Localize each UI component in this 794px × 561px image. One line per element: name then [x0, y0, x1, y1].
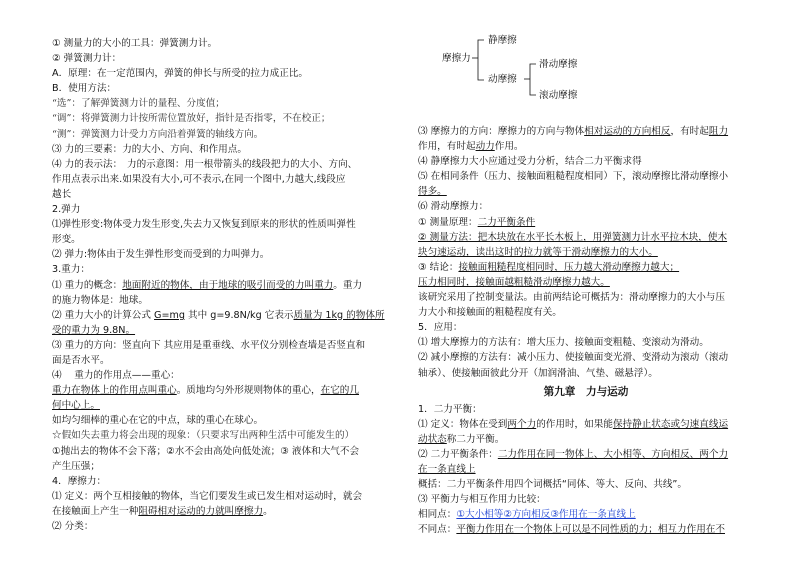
text-line: ⑶ 力的三要素：力的大小、方向、和作用点。 — [52, 143, 247, 155]
text-line: 形变。 — [52, 234, 81, 246]
text-line: 在一条直线上 — [418, 464, 476, 476]
text-line: ① 测量力的大小的工具：弹簧测力计。 — [52, 38, 218, 49]
text-line: 概括：二力平衡条件用四个词概括“同体、等大、反向、共线”。 — [418, 479, 687, 491]
text-line: ⑵ 减小摩擦的方法有：减小压力、使接触面变光滑、变滑动为滚动（滚动 — [418, 352, 729, 364]
text-span: ⑵ 二力平衡条件： — [418, 448, 498, 460]
text-span: 其中 g=9.8N/kg 它表示 — [184, 309, 294, 321]
text-line: 作用点表示出来.如果没有大小,可不表示,在同一个图中,力越大,线段应 — [52, 173, 346, 185]
text-span: ③ 结论： — [418, 261, 459, 273]
text-line — [418, 522, 754, 537]
text-span: ⑴ 定义：物体在受到 — [418, 418, 508, 430]
text-line: ⑵ 分类： — [52, 521, 94, 532]
text-line: ⑷ 力的表示法： 力的示意图：用一根带箭头的线段把力的大小、方向、 — [52, 158, 358, 170]
text-line: ⑴ 定义：两个互相接触的物体，当它们要发生或已发生相对运动时，就会 — [52, 490, 363, 502]
underlined-text: 重力在物体上的作用点叫重心 — [52, 385, 177, 397]
friction-classification-diagram — [418, 36, 754, 121]
text-span: 的作用时，如果能 — [536, 418, 613, 430]
text-line: 越长 — [52, 188, 72, 200]
text-line: 何中心上。 — [52, 400, 100, 412]
text-line: ①抛出去的物体不会下落；②水不会由高处向低处流；③ 液体和大气不会 — [52, 445, 360, 457]
text-line: ⑶ 平衡力与相互作用力比较： — [418, 494, 546, 506]
underlined-text: 地面附近的物体，由于地球的吸引而受的力叫重力 — [122, 279, 334, 291]
text-line: ② 弹簧测力计： — [52, 53, 122, 65]
text-span: 。质地均匀外形规则物体的重心， — [176, 385, 321, 397]
underlined-text: 动状态 — [418, 433, 447, 445]
text-line — [52, 278, 388, 293]
underlined-text: 在它的几 — [320, 385, 359, 397]
text-span: 。重力 — [333, 279, 363, 291]
text-span: ⑴ 重力的概念： — [52, 279, 123, 291]
text-span: ① 测量原理： — [418, 216, 478, 228]
text-line: ⑷ 重力的作用点——重心： — [52, 370, 180, 382]
text-line: 块匀速运动，读出这时的拉力就等于滑动摩擦力的大小。 — [418, 246, 658, 258]
text-span: 相同点： — [418, 509, 457, 521]
underlined-text: 接触面粗糙程度相同时，压力越大滑动摩擦力越大； — [458, 261, 680, 273]
text-line — [418, 417, 754, 432]
text-line — [418, 507, 754, 522]
text-line: 面是否水平。 — [52, 354, 110, 366]
text-line: 如均匀细棒的重心在它的中点，球的重心在球心。 — [52, 415, 264, 427]
underlined-text: 平衡力作用在一个物体上可以是不同性质的力；相互力作用在不 — [456, 524, 725, 536]
text-line: 3.重力： — [52, 264, 90, 276]
diagram-root: 摩擦力 — [442, 53, 471, 64]
text-span: ⑵ 重力大小的计算公式 — [52, 309, 155, 321]
text-line: ⑵ 弹力:物体由于发生弹性形变而受到的力叫弹力。 — [52, 249, 270, 261]
text-line: 的施力物体是：地球。 — [52, 294, 148, 306]
diagram-rolling-friction: 滚动摩擦 — [539, 90, 578, 101]
text-line: “调”：将弹簧测力计按所需位置放好，指针是否指零，不在校正； — [52, 113, 331, 125]
text-span: 在接触面上产生一种 — [52, 505, 139, 517]
bracket-lines — [418, 36, 618, 121]
text-span: ，有时起 — [670, 126, 709, 137]
text-line: “测”：弹簧测力计受力方向沿着弹簧的轴线方向。 — [52, 128, 264, 140]
text-line — [52, 504, 388, 519]
text-line: ⑶ 重力的方向：竖直向下 其应用是重垂线、水平仪分别检查墙是否竖直和 — [52, 339, 366, 351]
text-line: ⑸ 在相同条件（压力、接触面粗糙程度相同）下，滚动摩擦比滑动摩擦小 — [418, 171, 729, 183]
text-line: 5．应用： — [418, 322, 463, 334]
text-line — [418, 447, 754, 462]
text-line: 1．二力平衡： — [418, 403, 482, 415]
right-column — [418, 36, 754, 538]
text-line: B．使用方法： — [52, 83, 117, 95]
text-line — [418, 139, 754, 154]
text-line — [418, 260, 754, 275]
text-line — [52, 308, 388, 323]
underlined-text: 阻力 — [708, 126, 729, 137]
text-line — [418, 215, 754, 230]
underlined-text: ①大小相等②方向相反③作用在一条直线上 — [456, 509, 636, 521]
text-span: ⑶ 摩擦力的方向：摩擦力的方向与物体 — [418, 126, 585, 137]
text-line: 力大小和接触面的粗糙程度有关。 — [418, 307, 562, 319]
underlined-text: 保持静止状态或匀速直线运 — [612, 418, 729, 430]
diagram-static-friction: 静摩擦 — [488, 35, 517, 46]
underlined-text: 阻碍相对运动的力就叫摩擦力 — [138, 505, 264, 517]
underlined-text: 相对运动的方向相反 — [584, 126, 671, 137]
text-span: 作用，有时起 — [418, 141, 476, 153]
text-line: 压力相同时，接触面越粗糙滑动摩擦力越大。 — [418, 276, 610, 288]
text-line: ⑴弹性形变:物体受力发生形变,失去力又恢复到原来的形状的性质叫弹性 — [52, 219, 356, 231]
text-line: 受的重力为 9.8N。 — [52, 324, 136, 336]
underlined-text: 质量为 1kg 的物体所 — [293, 309, 385, 321]
formula: G=mg — [154, 309, 185, 321]
underlined-text: 二力平衡条件 — [477, 216, 536, 228]
text-span: 作用。 — [494, 141, 524, 153]
text-line — [418, 124, 754, 139]
diagram-dynamic-friction: 动摩擦 — [488, 74, 517, 85]
text-line: ⑹ 滑动摩擦力： — [418, 201, 489, 213]
text-line: 产生压强； — [52, 460, 100, 472]
text-line: A．原理：在一定范围内，弹簧的伸长与所受的拉力成正比。 — [52, 68, 308, 80]
text-line: 该研究采用了控制变量法。由前两结论可概括为：滑动摩擦力的大小与压 — [418, 292, 725, 304]
text-line: ☆假如失去重力将会出现的现象：（只要求写出两种生活中可能发生的） — [52, 430, 355, 442]
text-line: 轴承）、使接触面彼此分开（加润滑油、气垫、磁悬浮）。 — [418, 367, 658, 379]
text-line: 得多。 — [418, 186, 447, 198]
text-line: ② 测量方法：把木块放在水平长木板上，用弹簧测力计水平拉木块，使木 — [418, 231, 728, 243]
text-span: 。 — [263, 505, 273, 517]
left-column — [52, 36, 388, 534]
chapter-heading: 第九章 力与运动 — [543, 385, 629, 398]
text-span: 称二力平衡。 — [446, 433, 505, 445]
text-line: 2.弹力 — [52, 204, 81, 216]
underlined-text: 动力 — [475, 141, 495, 153]
text-line: 4．摩擦力： — [52, 475, 107, 487]
text-line: “选”：了解弹簧测力计的量程、分度值； — [52, 98, 225, 110]
text-line — [418, 432, 754, 447]
diagram-sliding-friction: 滑动摩擦 — [539, 59, 578, 70]
text-line: ⑷ 静摩擦力大小应通过受力分析，结合二力平衡求得 — [418, 156, 642, 168]
text-line: ⑴ 增大摩擦力的方法有：增大压力、接触面变粗糙、变滚动为滑动。 — [418, 337, 709, 349]
text-span: 不同点： — [418, 524, 457, 536]
text-line — [52, 383, 388, 398]
underlined-text: 二力作用在同一物体上、大小相等、方向相反、两个力 — [497, 448, 729, 460]
underlined-text: 两个力 — [507, 418, 537, 430]
